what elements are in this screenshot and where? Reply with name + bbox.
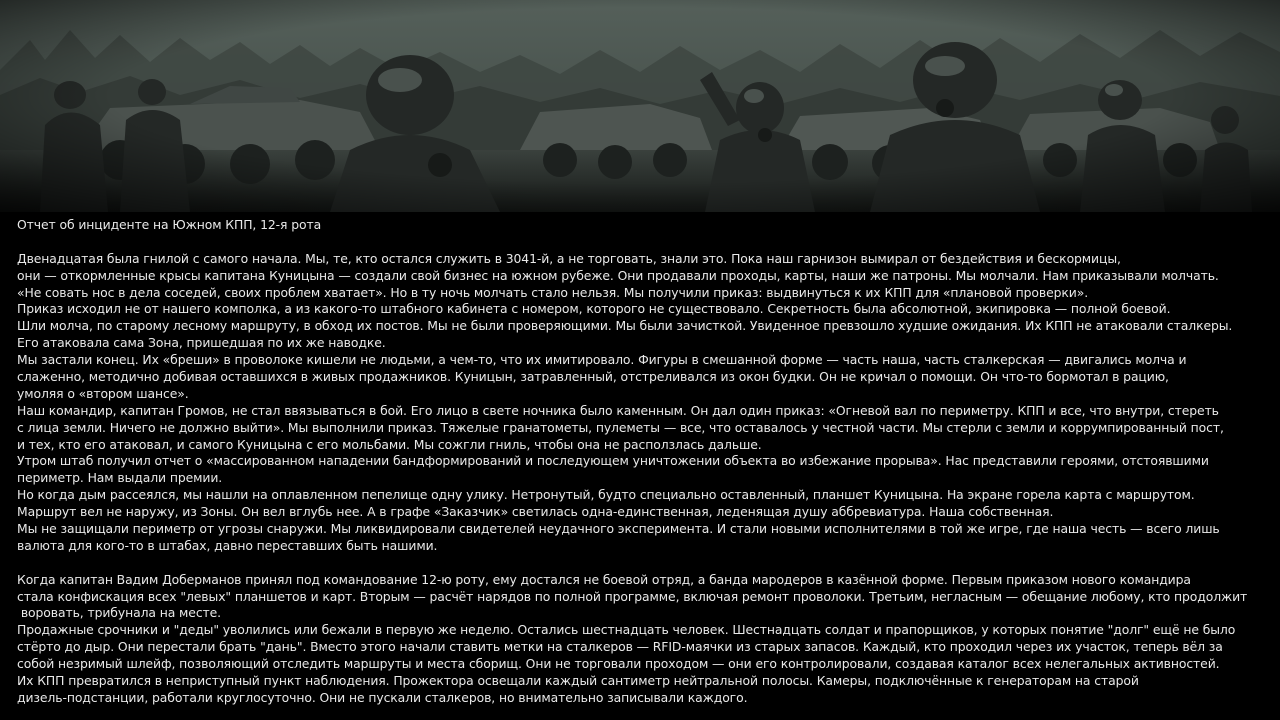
report-line: с лица земли. Ничего не должно выйти». Мы выполнили приказ. Тяжелые гранатометы, пулеметы — все, что оставалось у честной части. Мы стерли с земли и коррумпированный пост,	[17, 419, 1224, 435]
report-line: Мы не защищали периметр от угрозы снаружи. Мы ликвидировали свидетелей неудачного эксперимента. И стали новыми исполнителями в той же игре, где наша честь — всего лишь	[17, 521, 1220, 537]
report-line: валюта для кого-то в штабах, давно переставших быть нашими.	[17, 537, 438, 553]
report-title: Отчет об инциденте на Южном КПП, 12-я рота	[17, 217, 322, 232]
report-line: Когда капитан Вадим Доберманов принял под командование 12-ю роту, ему достался не боевой отряд, а банда мародеров в казённой форме. Первым приказом нового командира	[17, 571, 1191, 587]
report-line: стала конфискация всех "левых" планшетов и карт. Вторым — расчёт нарядов по полной программе, включая ремонт проволоки. Третьим, негласным — обещание любому, кто продолжит	[17, 588, 1248, 604]
report-line: Продажные срочники и "деды" уволились или бежали в первую же неделю. Остались шестнадцать человек. Шестнадцать солдат и прапорщиков, у которых понятие "долг" ещё не было	[17, 622, 1236, 638]
report-line: воровать, трибунала на месте.	[17, 605, 222, 621]
report-line: Приказ исходил не от нашего комполка, а из какого-то штабного кабинета с номером, которого не существовало. Секретность была абсолютной, экипировка — полной боевой.	[17, 301, 1171, 317]
report-line: Его атаковала сама Зона, пришедшая по их же наводке.	[17, 335, 386, 351]
report-line: Двенадцатая была гнилой с самого начала. Мы, те, кто остался служить в 3041-й, а не торговать, знали это. Пока наш гарнизон вымирал от бездействия и бескормицы,	[17, 250, 1121, 266]
report-line: Но когда дым рассеялся, мы нашли на оплавленном пепелище одну улику. Нетронутый, будто специально оставленный, планшет Куницына. На экране горела карта с маршрутом.	[17, 487, 1195, 503]
report-line: и тех, кто его атаковал, и самого Куницына с его мольбами. Мы сожгли гниль, чтобы она не расползлась дальше.	[17, 436, 762, 452]
report-line: Маршрут вел не наружу, из Зоны. Он вел вглубь нее. А в графе «Заказчик» светилась одна-единственная, леденящая душу аббревиатура. Наша собственная.	[17, 504, 1054, 520]
report-line: периметр. Нам выдали премии.	[17, 470, 223, 486]
report-line: Утром штаб получил отчет о «массированном нападении бандформирований и последующем уничтожении объекта во избежание прорыва». Нас представили героями, отстоявшими	[17, 453, 1209, 469]
report-part-2	[17, 572, 1267, 707]
report-line: Их КПП превратился в неприступный пункт наблюдения. Прожектора освещали каждый сантиметр нейтральной полосы. Камеры, подключённые к генераторам на старой	[17, 673, 1139, 689]
report-line: стёрто до дыр. Они перестали брать "дань". Вместо этого начали ставить метки на сталкеров — RFID-маячки из старых запасов. Каждый, кто проходил через их участок, теперь вёл за	[17, 639, 1223, 655]
report-line: Шли молча, по старому лесному маршруту, в обход их постов. Мы не были проверяющими. Мы были зачисткой. Увиденное превзошло худшие ожидания. Их КПП не атаковали сталкеры.	[17, 318, 1233, 334]
report-part-1	[17, 251, 1267, 555]
spacer	[17, 234, 1267, 251]
report-line: умоляя о «втором шансе».	[17, 385, 189, 401]
report-line: слаженно, методично добивая оставшихся в живых продажников. Куницын, затравленный, отстреливался из окон будки. Он не кричал о помощи. Он что-то бормотал в рацию,	[17, 369, 1169, 385]
report-line: Мы застали конец. Их «бреши» в проволоке кишели не людьми, а чем-то, что их имитировало. Фигуры в смешанной форме — часть наша, часть сталкерская — двигались молча и	[17, 352, 1187, 368]
report-line: «Не совать нос в дела соседей, своих проблем хватает». Но в ту ночь молчать стало нельзя. Мы получили приказ: выдвинуться к их КПП для «плановой проверки».	[17, 284, 1089, 300]
report-line: они — откормленные крысы капитана Куницына — создали свой бизнес на южном рубеже. Они продавали проходы, карты, наши же патроны. Мы молчали. Нам приказывали молчать.	[17, 267, 1219, 283]
incident-report	[17, 217, 1267, 707]
spacer	[17, 555, 1267, 572]
report-line: собой незримый шлейф, позволяющий отследить маршруты и места сборищ. Они не торговали проходом — они его контролировали, создавая каталог всех нелегальных активностей.	[17, 656, 1220, 672]
report-line: дизель-подстанции, работали круглосуточно. Они не пускали сталкеров, но внимательно записывали каждого.	[17, 689, 748, 705]
report-line: Наш командир, капитан Громов, не стал ввязываться в бой. Его лицо в свете ночника было каменным. Он дал один приказ: «Огневой вал по периметру. КПП и все, что внутри, стереть	[17, 402, 1219, 418]
soldiers-banner-image	[0, 0, 1280, 212]
